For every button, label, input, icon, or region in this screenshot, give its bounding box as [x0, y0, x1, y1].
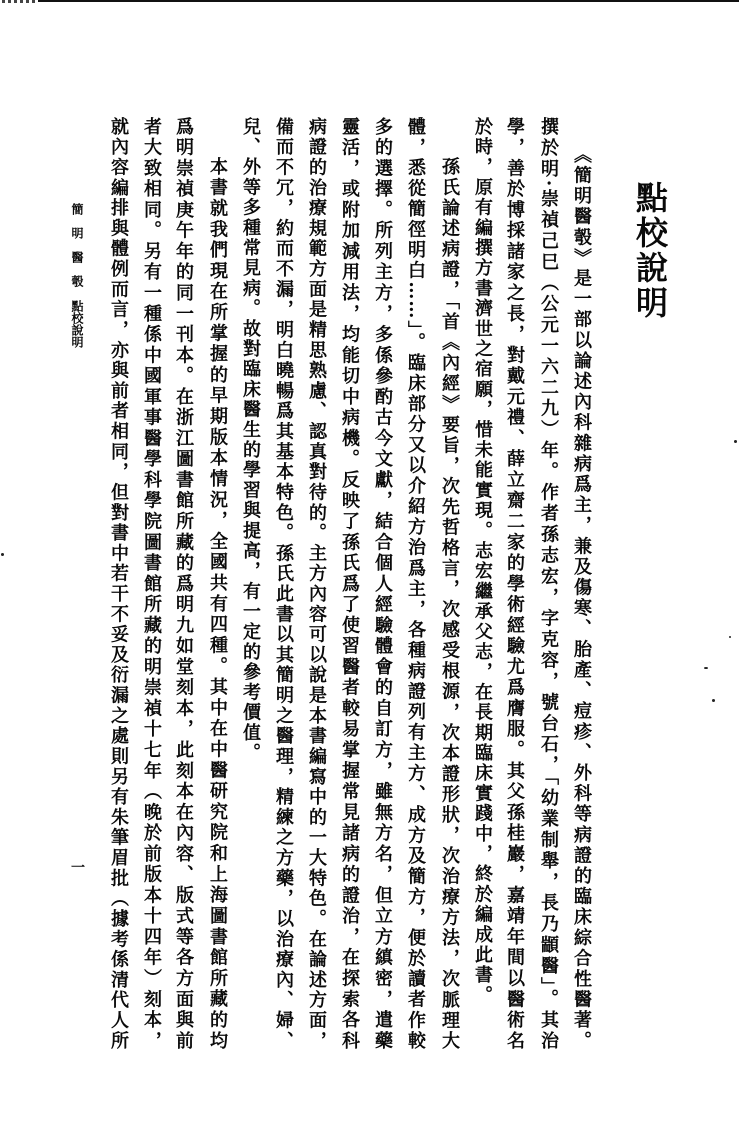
- scan-speck: [1, 553, 4, 556]
- text-column: 備而不冗，約而不漏，明白曉暢爲其基本特色。孫氏此書以其簡明之醫理，精練之方藥，以治療內、婦、: [273, 117, 294, 1050]
- text-column: 靈活，或附加減用法，均能切中病機。反映了孫氏爲了使習醫者較易掌握常見諸病的證治，在探索各科: [339, 117, 360, 1050]
- scan-speck: [712, 699, 715, 702]
- scan-speck: [704, 667, 708, 669]
- text-column: 《簡明醫彀》是一部以論述內科雜病爲主，兼及傷寒、胎產、痘疹、外科等病證的臨床綜合性醫著。: [571, 145, 592, 1050]
- page-number: 一: [69, 860, 85, 874]
- top-rule: [38, 0, 739, 2]
- text-column: 孫氏論述病證，「首《內經》要旨，次先哲格言，次感受根源，次本證形狀，次治療方法，次脈理大: [439, 157, 460, 1050]
- text-column: 就內容編排與體例而言，亦與前者相同，但對書中若干不妥及衍漏之處則另有朱筆眉批（據考係清代人所: [108, 117, 129, 1050]
- text-column: 撰於明·崇禎己巳（公元一六二九）年。作者孫志宏，字克容，號台石，「幼業制舉，長乃顓醫」。其治: [538, 117, 559, 1050]
- text-column: 體，悉從簡徑明白……」。臨床部分又以介紹方治爲主，各種病證列有主方、成方及簡方，便於讀者作較: [405, 117, 426, 1050]
- scan-speck: [734, 440, 737, 443]
- scan-speck: [729, 636, 731, 638]
- text-column: 病證的治療規範方面是精思熟慮、認真對待的。主方內容可以說是本書編寫中的一大特色。在論述方面，: [306, 117, 327, 1050]
- running-header-book-title: 簡明醫彀: [70, 203, 84, 299]
- text-column: 兒、外等多種常見病。故對臨床醫生的學習與提高，有一定的參考價值。: [240, 117, 261, 764]
- running-header-section: 點校說明: [70, 300, 84, 348]
- page-title: 點校說明: [631, 181, 669, 321]
- text-column: 爲明崇禎庚午年的同一刊本。在浙江圖書館所藏的爲明九如堂刻本，此刻本在內容、版式等各方面與前: [173, 117, 194, 1050]
- scan-edge-marks: [2, 0, 36, 3]
- text-column: 者大致相同。另有一種係中國軍事醫學科學院圖書館所藏的明崇禎十七年（晚於前版本十四年）刻本，: [141, 117, 162, 1050]
- text-column: 多的選擇。所列主方，多係參酌古今文獻，結合個人經驗體會的自訂方，雖無方名，但立方縝密，遣藥: [372, 117, 393, 1050]
- text-column: 學，善於博採諸家之長，對戴元禮、薛立齋二家的學術經驗尤爲膺服。其父孫桂巖，嘉靖年間以醫術名: [504, 117, 525, 1050]
- text-column: 於時，原有編撰方書濟世之宿願，惜未能實現。志宏繼承父志，在長期臨床實踐中，終於編成此書。: [472, 117, 493, 1006]
- text-column: 本書就我們現在所掌握的早期版本情況，全國共有四種。其中在中醫研究院和上海圖書館所藏的均: [207, 157, 228, 1050]
